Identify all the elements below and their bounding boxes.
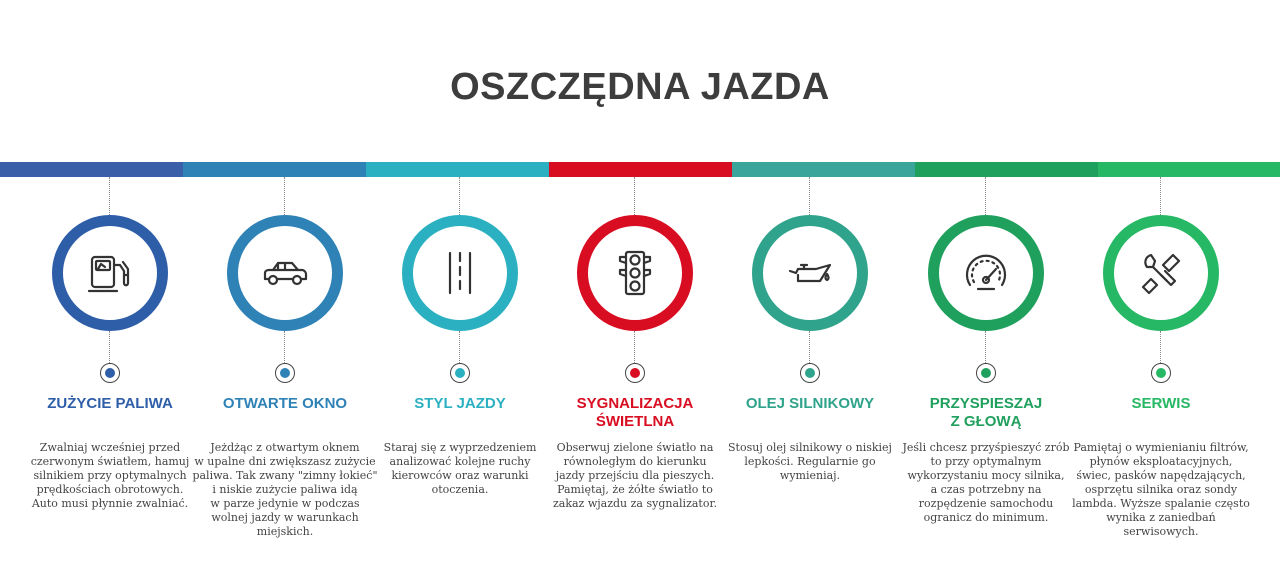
connector-line [985,331,986,363]
step-description: Obserwuj zielone światło na równoległym do kierunku jazdy przejściu dla pieszych. Pamiętaj, że żółte światło to zakaz wjazdu za sygnalizator. [552,441,718,510]
step-title: SERWIS [1131,395,1191,412]
icon-ring [227,215,343,331]
icon-ring [577,215,693,331]
timeline-dot [625,363,645,383]
timeline-dot [976,363,996,383]
wrench-icon [1137,249,1185,297]
color-bar-segment-2 [183,162,366,177]
icon-ring [752,215,868,331]
step-description: Stosuj olej silnikowy o niskiej lepkości. Regularnie go wymieniaj. [728,441,892,482]
connector-line [1160,177,1161,215]
icon-ring [928,215,1044,331]
color-bar-segment-3 [366,162,549,177]
timeline-dot [450,363,470,383]
step-title: ZUŻYCIE PALIWA [47,395,173,412]
timeline-dot [275,363,295,383]
color-bar-segment-6 [915,162,1098,177]
icon-ring [402,215,518,331]
connector-line [459,177,460,215]
color-bar-segment-1 [0,162,183,177]
connector-line [284,331,285,363]
connector-line [634,331,635,363]
color-bar-segment-5 [732,162,915,177]
fuel-pump-icon [86,249,134,297]
timeline-dot [1151,363,1171,383]
connector-line [809,331,810,363]
step-title: PRZYSPIESZAJ Z GŁOWĄ [929,395,1043,430]
timeline-dot [800,363,820,383]
step-title: OLEJ SILNIKOWY [745,395,875,412]
step-title: STYL JAZDY [414,395,506,412]
connector-line [634,177,635,215]
traffic-light-icon [611,249,659,297]
page-title: OSZCZĘDNA JAZDA [450,66,830,108]
car-icon [261,249,309,297]
step-description: Pamiętaj o wymienianiu filtrów, płynów eksploatacyjnych, świec, pasków napędzających, osprzętu silnika oraz sondy lambda. Wyższe spalanie często wynika z zaniedbań serwisowych. [1072,441,1250,538]
step-description: Jeśli chcesz przyśpieszyć zrób to przy optymalnym wykorzystaniu mocy silnika, a czas potrzebny na rozpędzenie samochodu ogranicz do minimum. [902,441,1070,524]
speedometer-icon [962,249,1010,297]
connector-line [109,177,110,215]
connector-line [809,177,810,215]
road-lanes-icon [436,249,484,297]
timeline-dot [100,363,120,383]
step-description: Jeżdżąc z otwartym oknem w upalne dni zwiększasz zużycie paliwa. Tak zwany "zimny łokieć" i niskie zużycie paliwa idą w parze jedynie w podczas wolnej jazdy w warunkach miejskich. [192,441,378,538]
connector-line [109,331,110,363]
step-title: SYGNALIZACJA ŚWIETLNA [576,395,694,430]
step-description: Zwalniaj wcześniej przed czerwonym światłem, hamuj silnikiem przy optymalnych prędkościach obrotowych. Auto musi płynnie zwalniać. [30,441,190,510]
connector-line [985,177,986,215]
connector-line [284,177,285,215]
icon-ring [52,215,168,331]
connector-line [1160,331,1161,363]
icon-ring [1103,215,1219,331]
color-bar-segment-7 [1098,162,1280,177]
step-description: Staraj się z wyprzedzeniem analizować kolejne ruchy kierowców oraz warunki otoczenia. [383,441,537,496]
color-bar-segment-4 [549,162,732,177]
oil-can-icon [786,249,834,297]
step-title: OTWARTE OKNO [222,395,348,412]
connector-line [459,331,460,363]
